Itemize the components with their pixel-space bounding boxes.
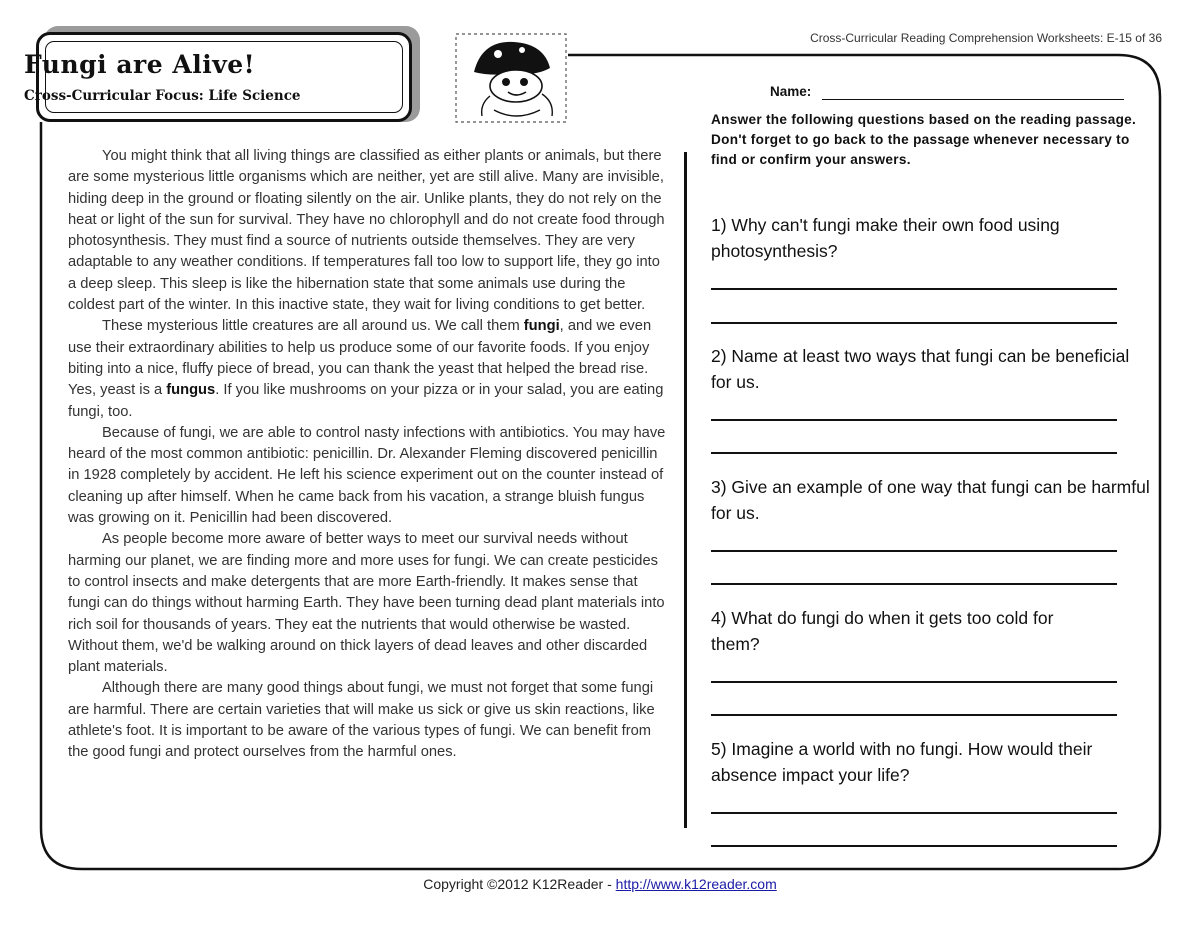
question-2: 2) Name at least two ways that fungi can be beneficial for us.	[711, 346, 1130, 392]
answer-line-2a[interactable]	[711, 419, 1117, 421]
question-4: 4) What do fungi do when it gets too cold for them?	[711, 608, 1054, 654]
column-divider	[684, 152, 687, 828]
page-title: Fungi are Alive!	[24, 50, 256, 79]
passage-paragraph-5: Although there are many good things about fungi, we must not forget that some fungi are harmful. There are certain varieties that will make us sick or give us skin reactions, like athlete's foot. It is important to be aware of the various types of fungi. We can benefit from the good fungi and protect ourselves from the harmful ones.	[68, 680, 655, 761]
answer-line-3a[interactable]	[711, 550, 1117, 552]
question-1: 1) Why can't fungi make their own food using photosynthesis?	[711, 215, 1060, 261]
answer-line-3b[interactable]	[711, 583, 1117, 585]
instructions: Answer the following questions based on the reading passage. Don't forget to go back to the passage whenever necessary to find or confirm your answers.	[711, 112, 1137, 167]
reading-passage	[68, 146, 668, 764]
passage-paragraph-1: You might think that all living things are classified as either plants or animals, but there are some mysterious little organisms which are neither, yet are still alive. Many are invisible, hiding deep in the ground or floating silently on the air. Unlike plants, they do not rely on the heat or light of the sun for survival. They have no chlorophyll and do not create food through photosynthesis. They must find a source of nutrients outside themselves. They are very adaptable to any weather conditions. If temperatures fall too low to support life, they go into a deep sleep. This sleep is like the hibernation state that some animals use during the coldest part of the winter. In this inactive state, they wait for living conditions to get better.	[68, 148, 665, 314]
copyright-text: Copyright ©2012 K12Reader -	[423, 876, 616, 892]
mushroom-character-icon	[452, 30, 570, 126]
passage-paragraph-2: These mysterious little creatures are all around us. We call them fungi, and we even use their extraordinary abilities to help us produce some of our favorite foods. If you enjoy biting into a nice, fluffy piece of bread, you can thank the yeast that helped the bread rise. Yes, yeast is a fungus. If you like mushrooms on your pizza or in your salad, you are eating fungi, too.	[68, 318, 664, 420]
bold-term-fungus: fungus	[166, 382, 216, 399]
answer-line-5b[interactable]	[711, 845, 1117, 847]
bold-term-fungi: fungi	[523, 318, 560, 335]
name-label: Name:	[770, 84, 812, 99]
answer-line-1a[interactable]	[711, 288, 1117, 290]
footer	[0, 876, 1200, 892]
question-3: 3) Give an example of one way that fungi can be harmful for us.	[711, 477, 1150, 523]
answer-line-5a[interactable]	[711, 812, 1117, 814]
answer-line-1b[interactable]	[711, 322, 1117, 324]
k12reader-link[interactable]: http://www.k12reader.com	[615, 876, 777, 892]
passage-paragraph-4: As people become more aware of better ways to meet our survival needs without harming our planet, we are finding more and more uses for fungi. We can create pesticides to control insects and make detergents that are more Earth-friendly. It makes sense that fungi can do things without harming Earth. They have been turning dead plant materials into rich soil for thousands of years. They eat the nutrients that would otherwise be wasted. Without them, we'd be walking around on thick layers of dead leaves and other discarded plant materials.	[68, 531, 665, 676]
answer-line-4a[interactable]	[711, 681, 1117, 683]
question-5: 5) Imagine a world with no fungi. How would their absence impact your life?	[711, 739, 1093, 785]
page-subtitle: Cross-Curricular Focus: Life Science	[24, 88, 301, 104]
answer-line-4b[interactable]	[711, 714, 1117, 716]
answer-line-2b[interactable]	[711, 452, 1117, 454]
name-field[interactable]	[822, 99, 1124, 100]
passage-paragraph-3: Because of fungi, we are able to control nasty infections with antibiotics. You may have heard of the most common antibiotic: penicillin. Dr. Alexander Fleming discovered penicillin in 1928 completely by accident. He left his science experiment out on the counter instead of cleaning up after himself. When he came back from his vacation, a strange bluish fungus was growing on it. Penicillin had been discovered.	[68, 424, 666, 527]
worksheet-reference: Cross-Curricular Reading Comprehension Worksheets: E-15 of 36	[810, 31, 1162, 45]
